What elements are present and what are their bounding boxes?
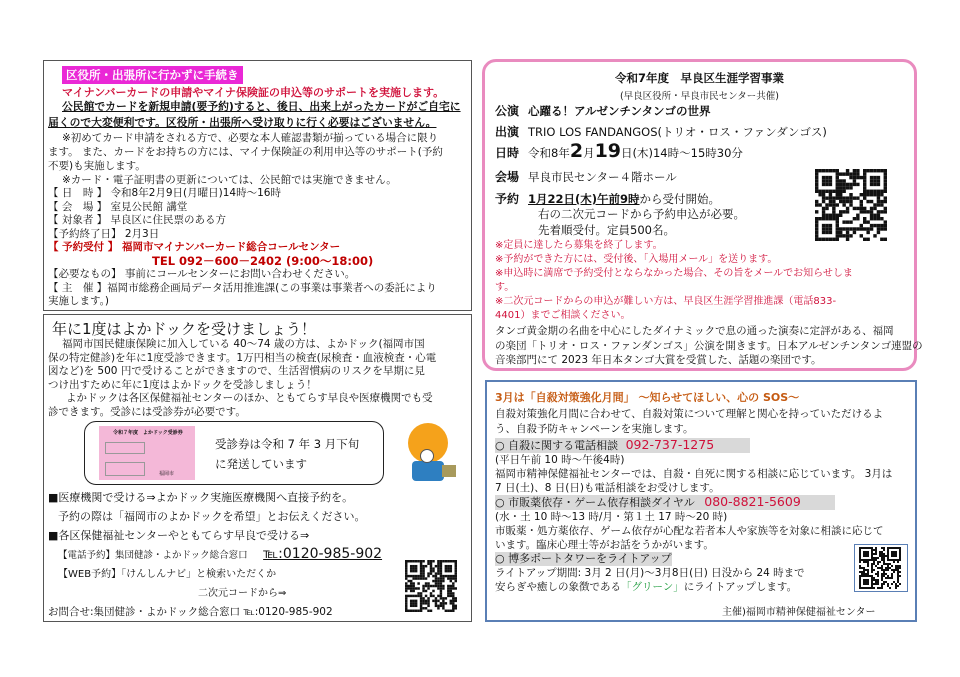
reserve-tel: TEL 092－600－2402 (9:00～18:00): [152, 253, 374, 268]
qr-code[interactable]: [405, 560, 457, 612]
date-row: 【 日 時 】 令和8年2月9日(月曜日)14時～16時: [48, 187, 281, 199]
target-row: 【 対象者 】 早良区に住民票のある方: [48, 214, 227, 226]
text-line: 公民館でカードを新規申請(要予約)すると、後日、出来上がったカードがご自宅に: [62, 100, 461, 113]
text-line: す。: [495, 282, 515, 293]
row-label: 会場: [495, 170, 520, 184]
phone-number[interactable]: ℡:0120-985-902: [263, 546, 383, 562]
intro: [495, 407, 883, 437]
row-performance: [495, 102, 711, 119]
text-line: に発送しています: [215, 457, 307, 471]
headline: マイナンバーカードの申請やマイナ保険証の申込等のサポートを実施します。: [62, 86, 445, 99]
consultations: [495, 438, 892, 594]
text-line: (水・土 10 時～13 時/月・第１土 17 時～20 時): [495, 511, 728, 523]
phone-number[interactable]: 092-737-1275: [625, 437, 715, 452]
text-line: 図など)を 500 円で受けることができますので、生活習慣病のリスクを早期に見: [48, 365, 425, 378]
host: 主催)福岡市精神保健福祉センター: [722, 607, 876, 618]
text: 安らぎや癒しの象徴である: [495, 581, 621, 593]
item-heading: ○ 自殺に関する電話相談: [495, 439, 619, 452]
text-line: う、自殺予防キャンペーンを実施します。: [495, 423, 694, 435]
clinic-line: ■医療機関で受ける⇒よかドック実施医療機関へ直接予約を。: [48, 491, 354, 504]
text-line: 市販薬・処方薬依存、ゲーム依存が心配な若者本人や家族等を対象に相談に応じて: [495, 525, 884, 537]
mynumber-card-notice: [43, 60, 472, 311]
green-text: 「グリーン」: [621, 581, 684, 593]
text-line: ます。 また、カードをお持ちの方には、マイナ保険証の利用申込等のサポート(予約: [48, 146, 443, 158]
text-line: 7 日(土)、8 日(日)も電話相談をお受けします。: [495, 482, 720, 494]
text-line: 不要)も実施します。: [48, 160, 146, 172]
text-line: ※二次元コードからの申込が難しい方は、早良区生涯学習推進課（電話833-: [495, 296, 837, 307]
section-tag: 区役所・出張所に行かずに手続き: [62, 66, 243, 84]
row-value: TRIO LOS FANDANGOS(トリオ・ロス・ファンダンゴス): [528, 125, 827, 139]
section-title: 3月は「自殺対策強化月間」 ～知らせてほしい、心の SOS～: [495, 391, 800, 404]
coupon-image: [99, 426, 195, 480]
text-line: 福岡市国民健康保険に加入している 40～74 歳の方は、よかドック(福岡市国: [62, 338, 425, 350]
text-line: よかドックは各区保健福祉センターのほか、ともてらす早良や医療機関でも受: [66, 392, 433, 405]
event-sub: (早良区役所・早良市民センター共催): [619, 91, 780, 102]
text-line: ※申込時に満席で予約受付とならなかった場合、その旨をメールでお知らせしま: [495, 268, 853, 279]
deadline-row: 【予約終了日】 2月3日: [48, 227, 160, 240]
row-label: 公演: [495, 104, 520, 118]
reserve-start: 1月22日(木)午前9時: [528, 192, 640, 206]
text-line: (平日午前 10 時～午後4時): [495, 454, 625, 466]
text-line: ライトアップ期間: 3月 2 日(月)～3月8日(日) 日没から 24 時まで: [495, 567, 805, 579]
phone-number[interactable]: 080-8821-5609: [704, 494, 801, 509]
text-line: 届くので大変便利です。区役所・出張所へ受け取りに行く必要はございません。: [48, 115, 437, 129]
event-details: [48, 187, 437, 309]
needs-row: 【必要なもの】 事前にコールセンターにお問い合わせください。: [48, 268, 356, 280]
text-line: 保の特定健診)を年に1度受診できます。1万円相当の検査(尿検査・血液検査・心電: [48, 351, 437, 364]
tango-event: [482, 59, 923, 371]
phone-label: 【電話予約】集団健診・よかドック総合窓口: [58, 550, 248, 561]
yokadock-body: [48, 338, 436, 420]
row-reservation: [495, 190, 720, 207]
caution-notes: [495, 239, 853, 323]
text-line: ※カード・電子証明書の更新については、公民館では実施できません。: [62, 174, 397, 186]
text-line: 受診券は令和 7 年 3 月下旬: [215, 437, 360, 451]
text-line: 音楽部門にて 2023 年日本タンゴ大賞を受賞した、話題の楽団です。: [495, 354, 822, 366]
row-label: 日時: [495, 146, 520, 160]
reservation-info: [48, 488, 382, 622]
host-row: 実施します。): [48, 295, 110, 307]
row-label: 出演: [495, 125, 520, 139]
host-row: 【 主 催 】福岡市総務企画局データ活用推進課(この事業は事業者への委託により: [48, 281, 437, 294]
date-mid: 月: [583, 146, 595, 160]
mascot-illustration: [406, 419, 456, 485]
suicide-prevention: [485, 380, 917, 622]
reserve-notes: [538, 207, 745, 238]
row-datetime: [495, 140, 743, 162]
text-line: ※定員に達したら募集を終了します。: [495, 240, 663, 251]
event-description: [495, 324, 923, 368]
item-heading: ○ 博多ポートタワーをライトアップ: [495, 552, 672, 565]
qr-note: 二次元コードから⇒: [198, 588, 287, 599]
text-line: 右の二次元コードから予約申込が必要。: [538, 207, 745, 221]
qr-code[interactable]: [815, 169, 887, 241]
date-pre: 令和8年: [528, 146, 570, 160]
row-value: から受付開始。: [639, 192, 721, 206]
date-day: 19: [594, 140, 622, 162]
date-month: 2: [569, 140, 584, 162]
text-line: 診できます。受診には受診券が必要です。: [48, 405, 246, 418]
coupon-title: 令和７年度 よかドック受診券: [113, 430, 183, 436]
text: にライトアップします。: [683, 581, 798, 593]
event-title: 令和7年度 早良区生涯学習事業: [615, 71, 784, 85]
venue-row: 【 会 場 】 室見公民館 講堂: [48, 200, 188, 213]
item-heading: ○ 市販薬依存・ゲーム依存相談ダイヤル: [495, 496, 695, 509]
date-post: 日(木)14時～15時30分: [621, 146, 743, 160]
text-line: タンゴ黄金期の名曲を中心にしたダイナミックで息の通った演奏に定評がある、福岡: [495, 325, 894, 337]
text-line: います。臨床心理士等がお話をうかがいます。: [495, 539, 714, 551]
row-value: 早良市民センター４階ホール: [528, 170, 677, 184]
clinic-note: 予約の際は「福岡市のよかドックを希望」とお伝えください。: [58, 510, 366, 523]
section-title: 年に1度はよかドックを受けましょう！: [52, 320, 316, 338]
qr-code[interactable]: [859, 547, 903, 589]
text-line: 先着順受付。定員500名。: [538, 222, 675, 237]
row-performer: [495, 123, 827, 140]
reserve-row: 【 予約受付 】 福岡市マイナンバーカード総合コールセンター: [48, 241, 341, 253]
web-line: 【WEB予約】「けんしんナビ」と検索いただくか: [58, 569, 277, 580]
center-line: ■各区保健福祉センターやともてらす早良で受ける⇒: [48, 529, 310, 542]
coupon-note: [215, 434, 359, 474]
text-line: 4401）までご相談ください。: [495, 310, 631, 321]
row-value: 心躍る！アルゼンチンタンゴの世界: [528, 104, 711, 118]
text-line: の楽団「トリオ・ロス・ファンダンゴス」公演を開きます。日本アルゼンチンタンゴ連盟の: [495, 339, 923, 352]
notes: [48, 131, 443, 187]
contact-line: お問合せ:集団健診・よかドック総合窓口 ℡:0120-985-902: [48, 606, 333, 618]
yokadock-notice: [43, 314, 472, 622]
text-line: 福岡市精神保健福祉センターでは、自殺・自死に関する相談に応じています。 3月は: [495, 468, 893, 480]
coupon-city: 福岡市: [159, 471, 175, 477]
text-line: 自殺対策強化月間に合わせて、自殺対策について理解と関心を持っていただけるよ: [495, 408, 884, 420]
text-line: つけ出すために年に1度はよかドックを受診しましょう！: [48, 378, 317, 391]
coupon-callout: [84, 421, 384, 485]
text-line: ※初めてカード申請をされる方で、必要な本人確認書類が揃っている場合に限り: [62, 132, 439, 144]
row-label: 予約: [495, 192, 520, 206]
bold-notice: [48, 99, 461, 130]
text-line: ※予約ができた方には、受付後、「入場用メール」を送ります。: [495, 254, 778, 265]
row-venue: [495, 168, 677, 185]
